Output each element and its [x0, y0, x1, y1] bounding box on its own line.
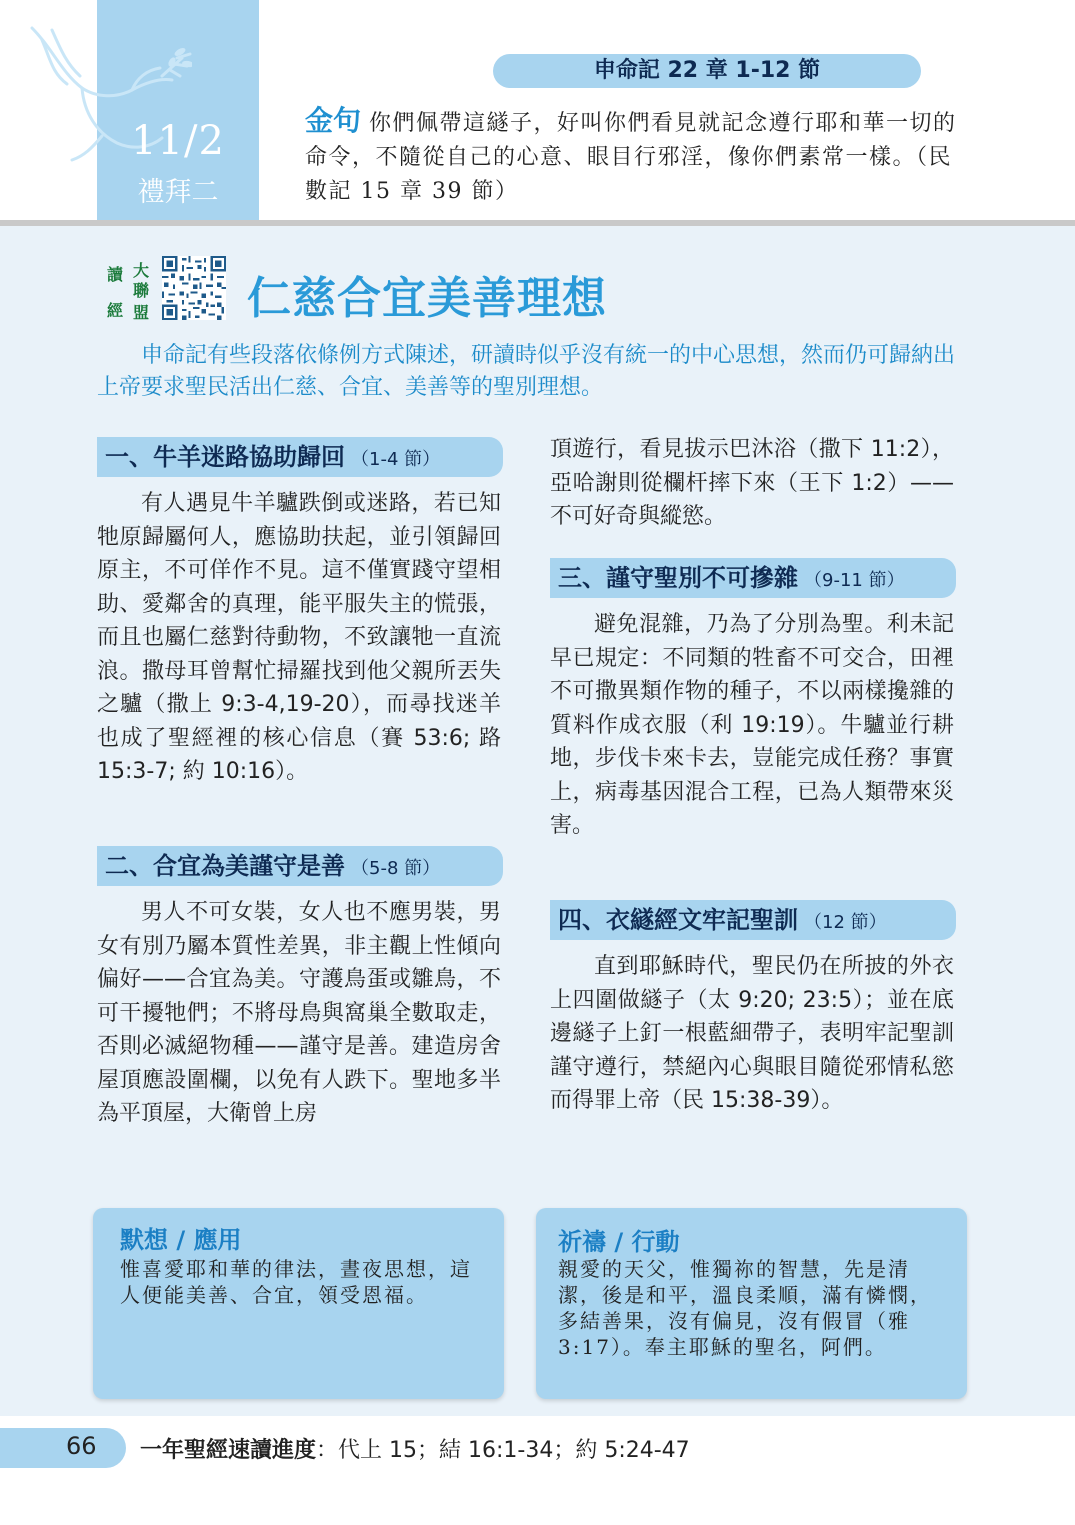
golden-verse: [305, 104, 965, 209]
golden-verse-text: 你們佩帶這繸子，好叫你們看見就記念遵行耶和華一切的命令，不隨從自己的心意、眼目行邪淫，像你們素常一樣。（民數記 15 章 39 節）: [305, 111, 957, 204]
qr-code-icon[interactable]: [162, 256, 226, 320]
section-heading-4: [550, 900, 956, 940]
section-verses: （12 節）: [804, 912, 887, 933]
reading-progress: [140, 1433, 690, 1464]
intro: [97, 340, 959, 404]
section-2-continuation: 頂遊行，看見拔示巴沐浴（撒下 11:2），亞哈謝則從欄杆摔下來（王下 1:2）——不可好奇與縱慾。: [550, 437, 954, 529]
section-heading-3: [550, 558, 956, 598]
club-char: 讀: [107, 265, 124, 284]
bible-reading-club-label: [103, 260, 159, 322]
club-char: 聯: [133, 281, 150, 300]
section-heading-text: 一、牛羊迷路協助歸回: [105, 443, 345, 471]
section-2-body: 男人不可女裝，女人也不應男裝，男女有別乃屬本質性差異，非主觀上性傾向偏好——合宜為美。守護鳥蛋或雛鳥，不可干擾牠們；不將母鳥與窩巢全數取走，否則必滅絕物種——謹守是善。建造房舍屋頂應設圍欄，以免有人跌下。聖地多半為平頂屋，大衛曾上房: [97, 900, 501, 1126]
weekday: 禮拜二: [137, 177, 219, 208]
article-title: 仁慈合宜美善理想: [247, 273, 607, 324]
page-tab: [0, 1428, 126, 1468]
prayer-title: 祈禱 / 行動: [558, 1228, 680, 1256]
club-char: 盟: [133, 303, 150, 322]
intro-text: 申命記有些段落依條例方式陳述，研讀時似乎沒有統一的中心思想，然而仍可歸納出上帝要求聖民活出仁慈、合宜、美善等的聖別理想。: [97, 343, 956, 400]
page-number: 66: [66, 1432, 97, 1460]
date: 11/2: [131, 118, 225, 164]
progress-text: ：代上 15；結 16:1-34；約 5:24-47: [316, 1438, 690, 1463]
section-heading-text: 二、合宜為美謹守是善: [105, 852, 345, 880]
section-3-body: 避免混雜，乃為了分別為聖。利未記早已規定：不同類的牲畜不可交合，田裡不可撒異類作物的種子，不以兩樣攙雜的質料作成衣服（利 19:19）。牛驢並行耕地，步伐卡來卡去，豈能完成任務？事實上，病毒基因混合工程，已為人類帶來災害。: [550, 612, 954, 838]
section-heading-text: 三、謹守聖別不可摻雜: [558, 564, 798, 592]
section-4-body: 直到耶穌時代，聖民仍在所披的外衣上四圍做繸子（太 9:20; 23:5）；並在底邊繸子上釘一根藍細帶子，表明牢記聖訓謹守遵行，禁絕內心與眼目隨從邪情私慾而得罪上帝（民 15:38-39）。: [550, 954, 954, 1113]
meditation-text: 惟喜愛耶和華的律法，晝夜思想，這人便能美善、合宜，領受恩福。: [120, 1257, 472, 1307]
scripture-reference: 申命記 22 章 1-12 節: [493, 54, 921, 88]
section-1-body: 有人遇見牛羊驢跌倒或迷路，若已知牠原歸屬何人，應協助扶起，並引領歸回原主，不可佯作不見。這不僅實踐守望相助、愛鄰舍的真理，能平服失主的慌張，而且也屬仁慈對待動物，不致讓牠一直流浪。撒母耳曾幫忙掃羅找到他父親所丟失之驢（撒上 9:3-4,19-20），而尋找迷羊也成了聖經裡的核心信息（賽 53:6; 路 15:3-7; 約 10:16）。: [97, 491, 501, 784]
section-verses: （9-11 節）: [804, 570, 905, 591]
meditation-title: 默想 / 應用: [120, 1226, 242, 1254]
section-heading-2: [97, 846, 503, 886]
golden-verse-label: 金句: [305, 104, 362, 137]
club-char: 經: [107, 301, 124, 320]
section-heading-text: 四、衣繸經文牢記聖訓: [558, 906, 798, 934]
section-verses: （1-4 節）: [351, 449, 441, 470]
section-heading-1: [97, 437, 503, 477]
section-verses: （5-8 節）: [351, 858, 441, 879]
club-char: 大: [133, 261, 150, 280]
progress-label: 一年聖經速讀進度: [140, 1438, 317, 1463]
prayer-text: 親愛的天父，惟獨祢的智慧，先是清潔，後是和平，溫良柔順，滿有憐憫，多結善果，沒有偏見，沒有假冒（雅 3:17）。奉主耶穌的聖名，阿們。: [558, 1257, 932, 1359]
